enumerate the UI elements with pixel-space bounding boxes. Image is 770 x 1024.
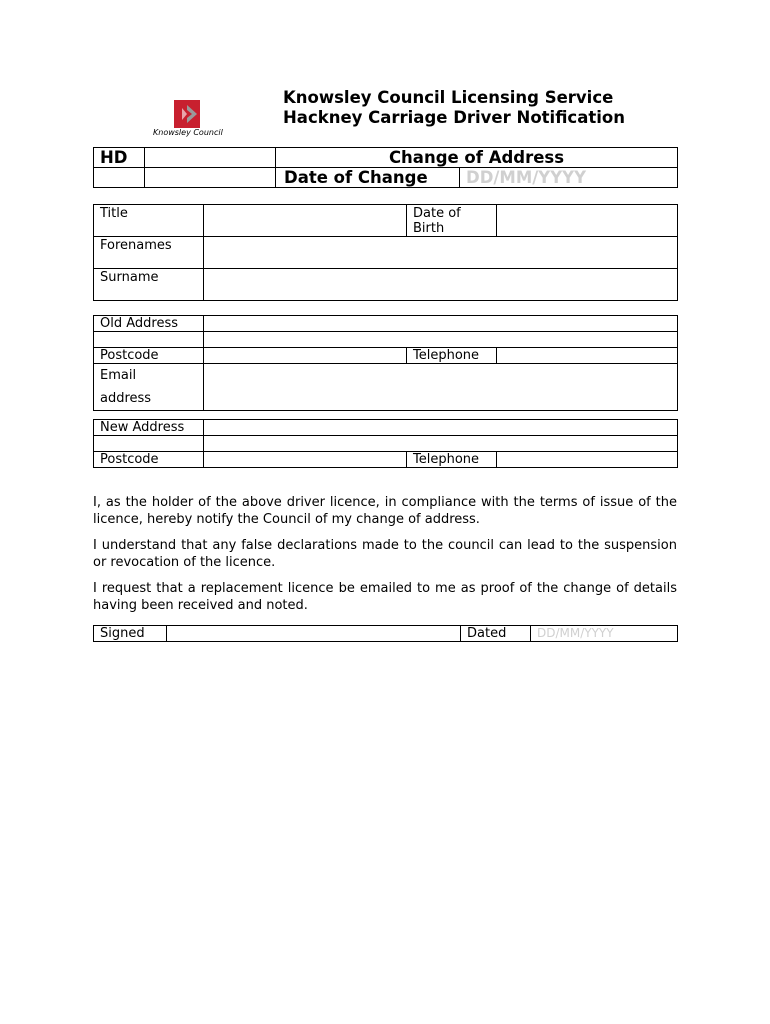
old-address-field-line1[interactable] (204, 316, 678, 332)
forenames-label: Forenames (94, 237, 204, 269)
new-telephone-field[interactable] (497, 452, 678, 468)
signed-label: Signed (94, 626, 167, 642)
old-telephone-field[interactable] (497, 348, 678, 364)
hd-label: HD (94, 148, 145, 168)
declaration-paragraph-3: I request that a replacement licence be emailed to me as proof of the change of details having been received and noted. (93, 581, 677, 613)
hd-empty-cell-2 (145, 168, 276, 188)
dob-label: Date of Birth (407, 205, 497, 237)
new-postcode-label: Postcode (94, 452, 204, 468)
new-address-table (93, 419, 678, 468)
date-of-change-field[interactable]: DD/MM/YYYY (460, 168, 678, 188)
date-of-change-label: Date of Change (276, 168, 460, 188)
hd-empty-cell (94, 168, 145, 188)
old-postcode-label: Postcode (94, 348, 204, 364)
dated-field[interactable]: DD/MM/YYYY (531, 626, 678, 642)
surname-label: Surname (94, 269, 204, 301)
new-address-field-line1[interactable] (204, 420, 678, 436)
council-logo (150, 100, 230, 140)
licence-id-table (93, 147, 678, 188)
logo-text: Knowsley Council (153, 128, 223, 137)
old-postcode-field[interactable] (204, 348, 407, 364)
old-address-table (93, 315, 678, 411)
dob-field[interactable] (497, 205, 678, 237)
new-telephone-label: Telephone (407, 452, 497, 468)
declaration-paragraph-2: I understand that any false declarations made to the council can lead to the suspension or revocation of the licence. (93, 538, 677, 570)
page-title-line1: Knowsley Council Licensing Service (283, 88, 614, 107)
signature-table (93, 625, 678, 642)
new-address-field-line2[interactable] (204, 436, 678, 452)
old-address-empty-cell (94, 332, 204, 348)
email-field[interactable] (204, 364, 678, 411)
new-address-label: New Address (94, 420, 204, 436)
knowsley-logo-icon (174, 100, 200, 128)
old-telephone-label: Telephone (407, 348, 497, 364)
forenames-field[interactable] (204, 237, 678, 269)
dated-label: Dated (461, 626, 531, 642)
new-postcode-field[interactable] (204, 452, 407, 468)
surname-field[interactable] (204, 269, 678, 301)
old-address-label: Old Address (94, 316, 204, 332)
personal-details-table (93, 204, 678, 301)
declaration-paragraph-1: I, as the holder of the above driver licence, in compliance with the terms of issue of the licence, hereby notify the Council of my change of address. (93, 495, 677, 527)
signature-field[interactable] (167, 626, 461, 642)
email-label: Email address (94, 364, 204, 411)
change-of-address-heading: Change of Address (276, 148, 678, 168)
title-label: Title (94, 205, 204, 237)
title-field[interactable] (204, 205, 407, 237)
page-title-line2: Hackney Carriage Driver Notification (283, 108, 625, 127)
new-address-empty-cell (94, 436, 204, 452)
old-address-field-line2[interactable] (204, 332, 678, 348)
hd-number-field[interactable] (145, 148, 276, 168)
